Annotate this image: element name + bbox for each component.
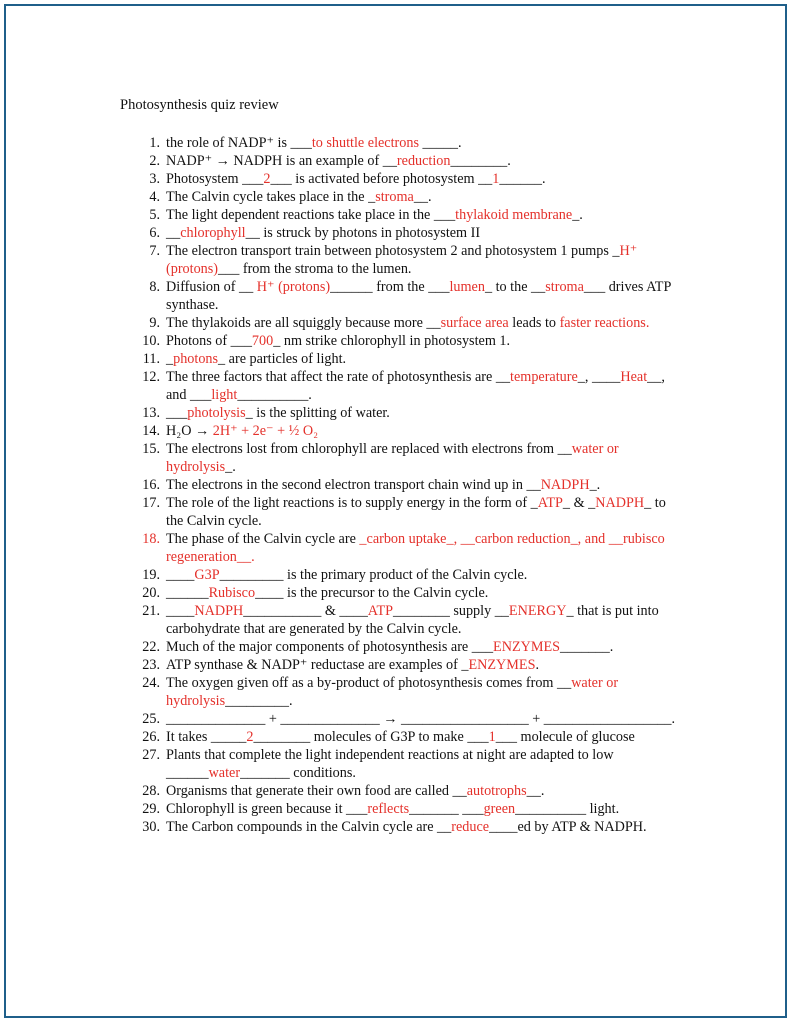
question-text: The thylakoids are all squiggly because more __ [166, 315, 441, 331]
question-number: 8. [149, 279, 160, 295]
question-item [120, 152, 680, 170]
question-text: Photons of ___ [166, 333, 252, 349]
question-item [120, 818, 680, 836]
question-text: _ is the splitting of water. [245, 405, 390, 421]
question-text: The oxygen given off as a by-product of photosynthesis comes from __ [166, 675, 572, 691]
question-text: The electrons in the second electron transport chain wind up in __ [166, 477, 541, 493]
question-number: 5. [149, 207, 160, 223]
question-text: The electron transport train between photosystem 2 and photosystem 1 pumps _ [166, 243, 620, 259]
answer-text: reflects [367, 801, 410, 817]
answer-text: 2 [246, 729, 254, 745]
question-number: 29. [142, 801, 160, 817]
question-item [120, 134, 680, 152]
question-number: 14. [142, 423, 160, 439]
question-text: the role of NADP⁺ is ___ [166, 135, 312, 151]
question-item [120, 422, 680, 440]
answer-text: chlorophyll [180, 225, 246, 241]
question-number: 15. [142, 441, 160, 457]
question-number: 24. [142, 675, 160, 691]
question-text: Organisms that generate their own food are called __ [166, 783, 467, 799]
answer-text: faster reactions. [559, 315, 650, 331]
answer-text: stroma [545, 279, 584, 295]
question-text: ____ed by ATP & NADPH. [489, 819, 647, 835]
question-number: 1. [149, 135, 160, 151]
question-text: Much of the major components of photosynthesis are ___ [166, 639, 494, 655]
answer-text: 2H⁺ + 2e⁻ + ½ O₂ [212, 423, 319, 439]
question-item [120, 476, 680, 494]
answer-text: lumen [449, 279, 485, 295]
question-text: _ nm strike chlorophyll in photosystem 1. [273, 333, 511, 349]
question-item [120, 206, 680, 224]
question-number: 4. [149, 189, 160, 205]
question-text: ___ drives ATP synthase. [166, 279, 671, 313]
answer-text: 1 [488, 729, 496, 745]
question-text: ___________ & ____ [243, 603, 368, 619]
question-item [120, 566, 680, 584]
question-text: _ are particles of light. [218, 351, 347, 367]
question-item [120, 278, 680, 314]
answer-text: photons [173, 351, 219, 367]
question-text: ______________ + ______________ → __________________ + __________________. [166, 711, 676, 727]
answer-text: light [211, 387, 238, 403]
question-number: 10. [142, 333, 160, 349]
question-text: ATP synthase & NADP⁺ reductase are examples of _ [166, 657, 469, 673]
question-number: 23. [142, 657, 160, 673]
worksheet [120, 96, 680, 836]
question-number: 26. [142, 729, 160, 745]
question-text: _ & _ [562, 495, 596, 511]
question-number: 12. [142, 369, 160, 385]
question-item [120, 638, 680, 656]
question-item [120, 170, 680, 188]
answer-text: G3P [194, 567, 220, 583]
question-number: 17. [142, 495, 160, 511]
question-item [120, 314, 680, 332]
answer-text: ATP [537, 495, 563, 511]
question-text: __________ light. [515, 801, 620, 817]
answer-text: to shuttle electrons [311, 135, 419, 151]
question-item [120, 332, 680, 350]
answer-text: NADPH [540, 477, 590, 493]
answer-text: surface area [440, 315, 509, 331]
question-text: ______ [166, 585, 209, 601]
question-number: 19. [142, 567, 160, 583]
question-text: ____ [166, 567, 195, 583]
question-number: 28. [142, 783, 160, 799]
answer-text: thylakoid membrane [455, 207, 573, 223]
answer-text: ENERGY [508, 603, 567, 619]
answer-text: NADPH [194, 603, 244, 619]
question-item [120, 710, 680, 728]
question-text: The three factors that affect the rate of photosynthesis are __ [166, 369, 511, 385]
question-text: __ [166, 225, 181, 241]
answer-text: H⁺ (protons) [166, 243, 638, 277]
answer-text: water [208, 765, 241, 781]
question-text: ___ [166, 405, 188, 421]
answer-text: 1 [492, 171, 500, 187]
question-text: ________. [450, 153, 511, 169]
question-text: The electrons lost from chlorophyll are replaced with electrons from __ [166, 441, 572, 457]
question-item [120, 188, 680, 206]
question-text: __ is struck by photons in photosystem II [245, 225, 481, 241]
answer-text: green [483, 801, 516, 817]
question-text: . [535, 657, 540, 673]
question-text: ___ molecule of glucose [495, 729, 635, 745]
answer-text: photolysis [187, 405, 246, 421]
question-text: Chlorophyll is green because it ___ [166, 801, 368, 817]
question-text: _________. [225, 693, 293, 709]
question-number: 3. [149, 171, 160, 187]
question-number: 20. [142, 585, 160, 601]
question-text: ________ supply __ [393, 603, 509, 619]
question-text: _ to the Calvin cycle. [166, 495, 666, 529]
answer-text: Rubisco [208, 585, 256, 601]
answer-text: temperature [510, 369, 578, 385]
answer-text: ATP [367, 603, 394, 619]
question-text: ____ is the precursor to the Calvin cycle. [255, 585, 489, 601]
question-text: leads to [508, 315, 560, 331]
question-number: 25. [142, 711, 160, 727]
question-item [120, 440, 680, 476]
answer-text: _carbon uptake_, __carbon reduction_, and __rubisco regeneration__. [166, 531, 665, 565]
answer-text: Heat [620, 369, 648, 385]
question-item [120, 746, 680, 782]
question-list [120, 134, 680, 836]
question-text: The phase of the Calvin cycle are [166, 531, 360, 547]
question-text: ______. [499, 171, 546, 187]
question-text: __, and ___ [166, 369, 665, 403]
question-number: 7. [149, 243, 160, 259]
question-text: _ [166, 351, 174, 367]
question-item [120, 674, 680, 710]
answer-text: water or hydrolysis [166, 675, 619, 709]
question-number: 13. [142, 405, 160, 421]
question-item [120, 530, 680, 566]
question-text: ____ [166, 603, 195, 619]
question-number: 30. [142, 819, 160, 835]
question-item [120, 800, 680, 818]
question-item [120, 584, 680, 602]
question-number: 27. [142, 747, 160, 763]
question-item [120, 494, 680, 530]
question-text: _____. [418, 135, 462, 151]
question-number: 21. [142, 603, 160, 619]
question-item [120, 602, 680, 638]
question-text: _ to the __ [484, 279, 546, 295]
question-number: 18. [142, 531, 160, 547]
answer-text: 700 [251, 333, 274, 349]
answer-text: water or hydrolysis [166, 441, 619, 475]
question-text: Plants that complete the light independent reactions at night are adapted to low ______ [166, 747, 614, 781]
question-text: Photosystem ___ [166, 171, 264, 187]
question-text: _______ conditions. [240, 765, 356, 781]
question-text: The Carbon compounds in the Calvin cycle are __ [166, 819, 452, 835]
question-item [120, 728, 680, 746]
question-text: _ that is put into carbohydrate that are generated by the Calvin cycle. [166, 603, 659, 637]
question-text: ______ from the ___ [330, 279, 450, 295]
answer-text: stroma [375, 189, 414, 205]
question-number: 6. [149, 225, 160, 241]
question-item [120, 368, 680, 404]
question-text: _. [589, 477, 601, 493]
question-number: 9. [149, 315, 160, 331]
question-number: 11. [142, 351, 160, 367]
answer-text: ENZYMES [468, 657, 536, 673]
question-text: _______ ___ [409, 801, 484, 817]
question-text: The Calvin cycle takes place in the _ [166, 189, 376, 205]
question-text: ___ from the stroma to the lumen. [218, 261, 412, 277]
answer-text: reduction [396, 153, 451, 169]
question-number: 2. [149, 153, 160, 169]
question-text: ________ molecules of G3P to make ___ [253, 729, 489, 745]
question-text: Diffusion of __ [166, 279, 257, 295]
question-item [120, 782, 680, 800]
question-text: The role of the light reactions is to supply energy in the form of _ [166, 495, 538, 511]
question-text: __. [413, 189, 432, 205]
answer-text: ENZYMES [493, 639, 561, 655]
question-text: __________. [237, 387, 312, 403]
question-text: _________ is the primary product of the Calvin cycle. [219, 567, 528, 583]
question-text: ___ is activated before photosystem __ [270, 171, 493, 187]
question-item [120, 656, 680, 674]
answer-text: reduce [451, 819, 490, 835]
question-item [120, 350, 680, 368]
question-text: The light dependent reactions take place in the ___ [166, 207, 456, 223]
worksheet-title: Photosynthesis quiz review [120, 97, 279, 113]
question-text: __. [526, 783, 545, 799]
answer-text: autotrophs [466, 783, 527, 799]
question-item [120, 224, 680, 242]
question-text: NADP⁺ → NADPH is an example of __ [166, 153, 397, 169]
question-text: _, ____ [577, 369, 621, 385]
question-number: 22. [142, 639, 160, 655]
question-text: _. [225, 459, 236, 475]
question-number: 16. [142, 477, 160, 493]
question-item [120, 404, 680, 422]
answer-text: H⁺ (protons) [256, 279, 331, 295]
question-text: _______. [560, 639, 614, 655]
question-text: _. [572, 207, 583, 223]
question-text: H₂O → [166, 423, 213, 439]
question-item [120, 242, 680, 278]
answer-text: 2 [263, 171, 271, 187]
answer-text: NADPH [595, 495, 645, 511]
question-text: It takes _____ [166, 729, 247, 745]
